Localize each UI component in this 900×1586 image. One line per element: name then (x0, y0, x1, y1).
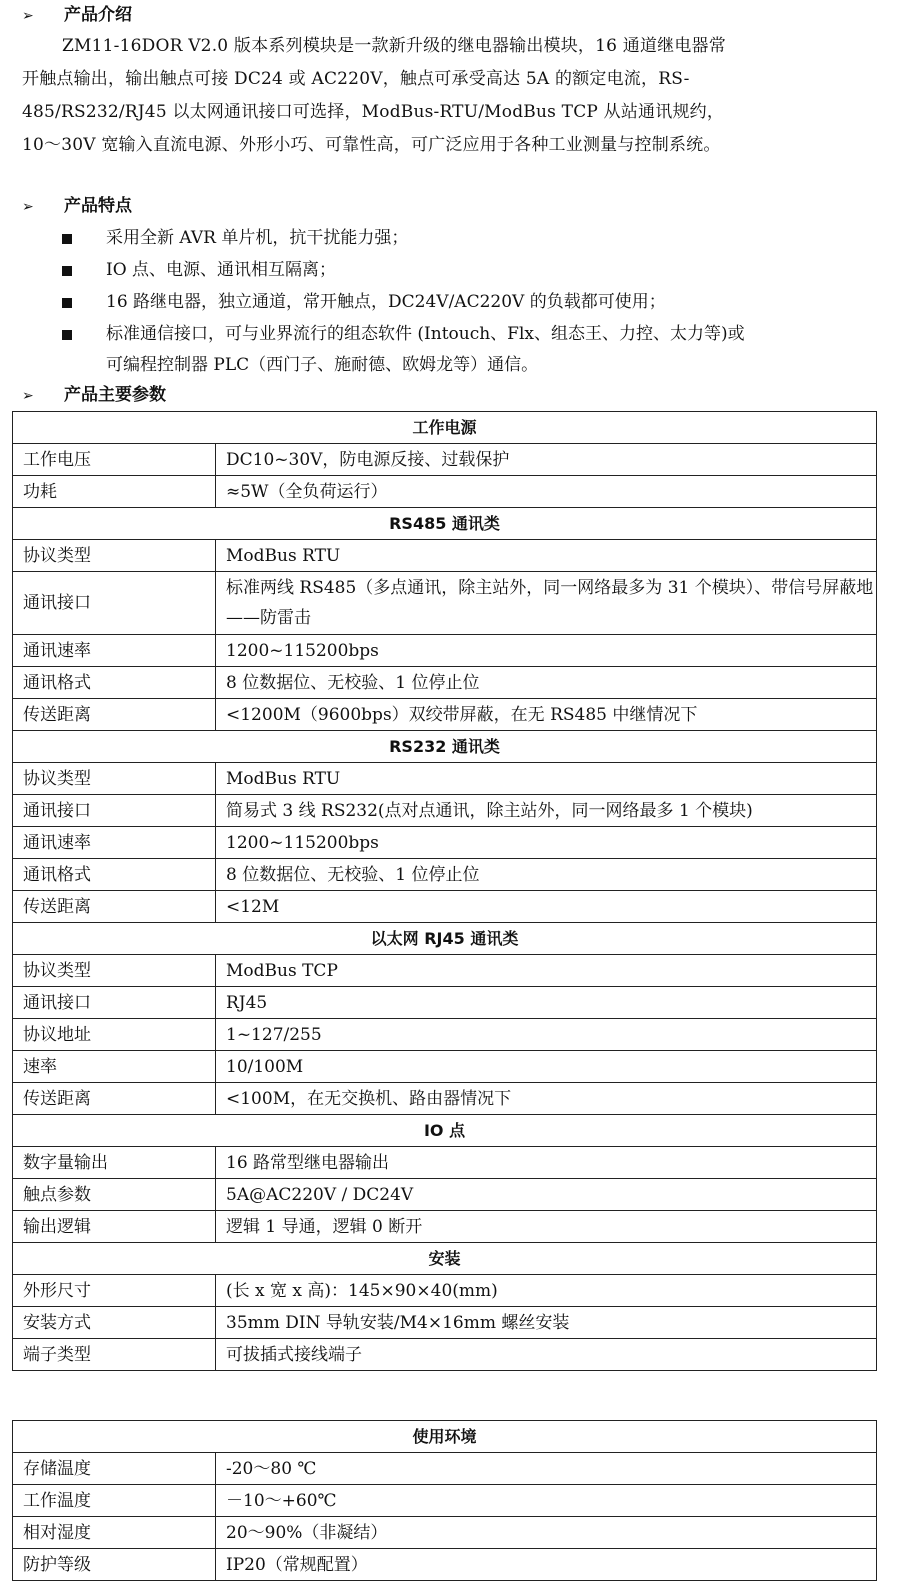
param-label: 通讯格式 (13, 667, 216, 699)
param-label: 外形尺寸 (13, 1275, 216, 1307)
param-value: 8 位数据位、无校验、1 位停止位 (216, 667, 877, 699)
table-row (13, 859, 877, 891)
square-bullet-icon (62, 234, 72, 244)
param-value: ModBus RTU (216, 763, 877, 795)
intro-line: 10～30V 宽输入直流电源、外形小巧、可靠性高，可广泛应用于各种工业测量与控制系统。 (22, 135, 721, 155)
param-label: 协议地址 (13, 1019, 216, 1051)
table-row (13, 667, 877, 699)
param-value: 可拔插式接线端子 (216, 1339, 877, 1371)
table-row (13, 1517, 877, 1549)
table-row (13, 1179, 877, 1211)
param-value: 简易式 3 线 RS232(点对点通讯，除主站外，同一网络最多 1 个模块) (216, 795, 877, 827)
arrow-bullet-icon: ➢ (22, 388, 34, 404)
table-row (13, 891, 877, 923)
param-value: －10～+60℃ (216, 1485, 877, 1517)
param-value: 5A@AC220V / DC24V (216, 1179, 877, 1211)
section-header-rs485: RS485 通讯类 (13, 508, 877, 540)
intro-line: ZM11-16DOR V2.0 版本系列模块是一款新升级的继电器输出模块，16 通道继电器常 (62, 36, 726, 56)
param-label: 输出逻辑 (13, 1211, 216, 1243)
table-row (13, 1453, 877, 1485)
param-value: <12M (216, 891, 877, 923)
param-label: 功耗 (13, 476, 216, 508)
table-row (13, 540, 877, 572)
square-bullet-icon (62, 298, 72, 308)
param-label: 工作电压 (13, 444, 216, 476)
table-row (13, 1147, 877, 1179)
param-label: 通讯格式 (13, 859, 216, 891)
table-row (13, 1211, 877, 1243)
intro-line: 485/RS232/RJ45 以太网通讯接口可选择，ModBus-RTU/ModBus TCP 从站通讯规约， (22, 102, 725, 122)
table-row (13, 1339, 877, 1371)
param-label: 触点参数 (13, 1179, 216, 1211)
table-row (13, 572, 877, 635)
param-value: 35mm DIN 导轨安装/M4×16mm 螺丝安装 (216, 1307, 877, 1339)
features-heading: ➢ 产品特点 (22, 193, 132, 219)
table-row (13, 795, 877, 827)
param-label: 存储温度 (13, 1453, 216, 1485)
param-label: 通讯接口 (13, 572, 216, 635)
param-value: 10/100M (216, 1051, 877, 1083)
param-value: -20～80 ℃ (216, 1453, 877, 1485)
param-value: <1200M（9600bps）双绞带屏蔽，在无 RS485 中继情况下 (216, 699, 877, 731)
param-label: 数字量输出 (13, 1147, 216, 1179)
table-row (13, 1275, 877, 1307)
param-value: 20～90%（非凝结） (216, 1517, 877, 1549)
param-value: RJ45 (216, 987, 877, 1019)
param-value: DC10~30V，防电源反接、过载保护 (216, 444, 877, 476)
param-value: ModBus RTU (216, 540, 877, 572)
arrow-bullet-icon: ➢ (22, 8, 34, 24)
param-label: 速率 (13, 1051, 216, 1083)
param-label: 端子类型 (13, 1339, 216, 1371)
table-row (13, 476, 877, 508)
section-header-power: 工作电源 (13, 412, 877, 444)
intro-line: 开触点输出，输出触点可接 DC24 或 AC220V，触点可承受高达 5A 的额定电流，RS- (22, 69, 690, 89)
param-label: 通讯接口 (13, 987, 216, 1019)
param-value: IP20（常规配置） (216, 1549, 877, 1581)
param-label: 通讯速率 (13, 635, 216, 667)
section-header-ethernet: 以太网 RJ45 通讯类 (13, 923, 877, 955)
table-row (13, 1549, 877, 1581)
table-row (13, 955, 877, 987)
table-row (13, 444, 877, 476)
param-label: 通讯接口 (13, 795, 216, 827)
param-label: 协议类型 (13, 955, 216, 987)
param-value: 1200~115200bps (216, 635, 877, 667)
param-label: 传送距离 (13, 1083, 216, 1115)
param-value: <100M，在无交换机、路由器情况下 (216, 1083, 877, 1115)
square-bullet-icon (62, 266, 72, 276)
arrow-bullet-icon: ➢ (22, 199, 34, 215)
feature-item-continuation: 可编程控制器 PLC（西门子、施耐德、欧姆龙等）通信。 (106, 355, 539, 375)
table-row (13, 1083, 877, 1115)
environment-table (12, 1420, 877, 1581)
table-row (13, 635, 877, 667)
param-label: 通讯速率 (13, 827, 216, 859)
table-row (13, 1051, 877, 1083)
params-heading: ➢ 产品主要参数 (22, 382, 166, 408)
param-value: 标准两线 RS485（多点通讯，除主站外，同一网络最多为 31 个模块）、带信号屏蔽地——防雷击 (216, 572, 877, 635)
param-value: ModBus TCP (216, 955, 877, 987)
section-header-io: IO 点 (13, 1115, 877, 1147)
intro-heading: ➢ 产品介绍 (22, 2, 132, 28)
param-value: ≈5W（全负荷运行） (216, 476, 877, 508)
param-label: 工作温度 (13, 1485, 216, 1517)
param-label: 传送距离 (13, 891, 216, 923)
param-label: 安装方式 (13, 1307, 216, 1339)
table-row (13, 1307, 877, 1339)
section-header-environment: 使用环境 (13, 1421, 877, 1453)
table-row (13, 699, 877, 731)
param-value: (长 x 宽 x 高)：145×90×40(mm) (216, 1275, 877, 1307)
param-value: 逻辑 1 导通，逻辑 0 断开 (216, 1211, 877, 1243)
param-label: 协议类型 (13, 763, 216, 795)
document-page: ➢ 产品介绍 ZM11-16DOR V2.0 版本系列模块是一款新升级的继电器输出模块，16 通道继电器常 开触点输出，输出触点可接 DC24 或 AC220V，触点可承受高达 5A 的额定电流，RS- 485/RS232/RJ45 以太网通讯接口可选择，ModBus-RTU/ModBus TCP 从站通讯规约， 10～30V 宽输入直流电源、外形小巧、可靠性高，可广泛应用于各种工业测量与控制系统。 ➢ 产品特点 采用全新 AVR 单片机，抗干扰能力强； IO 点、电源、通讯相互隔离； 16 路继电器，独立通道，常开触点，DC24V/AC220V 的负载都可使用； 标准通信接口，可与业界流行的组态软件 (Intouch、Flx、组态王、力控、太力等)或 可编程控制器 PLC（西门子、施耐德、欧姆龙等）通信。 ➢ 产品主要参数 工作电源 工作电压 DC10~30V，防电源反接、过载保护 功耗 ≈5W（全负荷运行） RS485 通讯类 协议类型 ModBus RTU 通讯接口 标准两线 RS485（多点通讯，除主站外，同一网络最多为 31 个模块）、带信号屏蔽地——防雷击 通讯速率 1200~115200bps 通讯格式 8 位数据位、无校验、1 位停止位 传送距离 <1200M（9600bps）双绞带屏蔽，在无 RS485 中继情况下 RS232 通讯类 协议类型 ModBus RTU 通讯接口 简易式 3 线 RS232(点对点通讯，除主站外，同一网络最多 1 个模块) 通讯速率 1200~115200bps 通讯格式 8 位数据位、无校验、1 位停止位 传送距离 <12M 以太网 RJ45 通讯类 协议类型 ModBus TCP 通讯接口 RJ45 协议地址 1~127/255 速率 10/100M 传送距离 <100M，在无交换机、路由器情况下 IO 点 数字量输出 16 路常型继电器输出 触点参数 5A@AC220V / DC24V 输出逻辑 逻辑 1 导通，逻辑 0 断开 安装 外形尺寸 (长 x 宽 x 高)：145×90×40(mm) 安装方式 35mm DIN 导轨安装/M4×16mm 螺丝安装 端子类型 可拔插式接线端子 使用环境 存储温度 -20～80 ℃ 工作温度 －10～+60℃ 相对湿度 20～90%（非凝结） 防护等级 IP20（常规配置） (0, 0, 900, 1586)
section-header-install: 安装 (13, 1243, 877, 1275)
param-value: 16 路常型继电器输出 (216, 1147, 877, 1179)
param-value: 8 位数据位、无校验、1 位停止位 (216, 859, 877, 891)
table-row (13, 763, 877, 795)
param-value: 1200~115200bps (216, 827, 877, 859)
param-label: 相对湿度 (13, 1517, 216, 1549)
table-row (13, 987, 877, 1019)
square-bullet-icon (62, 330, 72, 340)
table-row (13, 1019, 877, 1051)
param-label: 传送距离 (13, 699, 216, 731)
param-value: 1~127/255 (216, 1019, 877, 1051)
table-row (13, 827, 877, 859)
params-table (12, 411, 877, 1371)
param-label: 防护等级 (13, 1549, 216, 1581)
section-header-rs232: RS232 通讯类 (13, 731, 877, 763)
param-label: 协议类型 (13, 540, 216, 572)
table-row (13, 1485, 877, 1517)
